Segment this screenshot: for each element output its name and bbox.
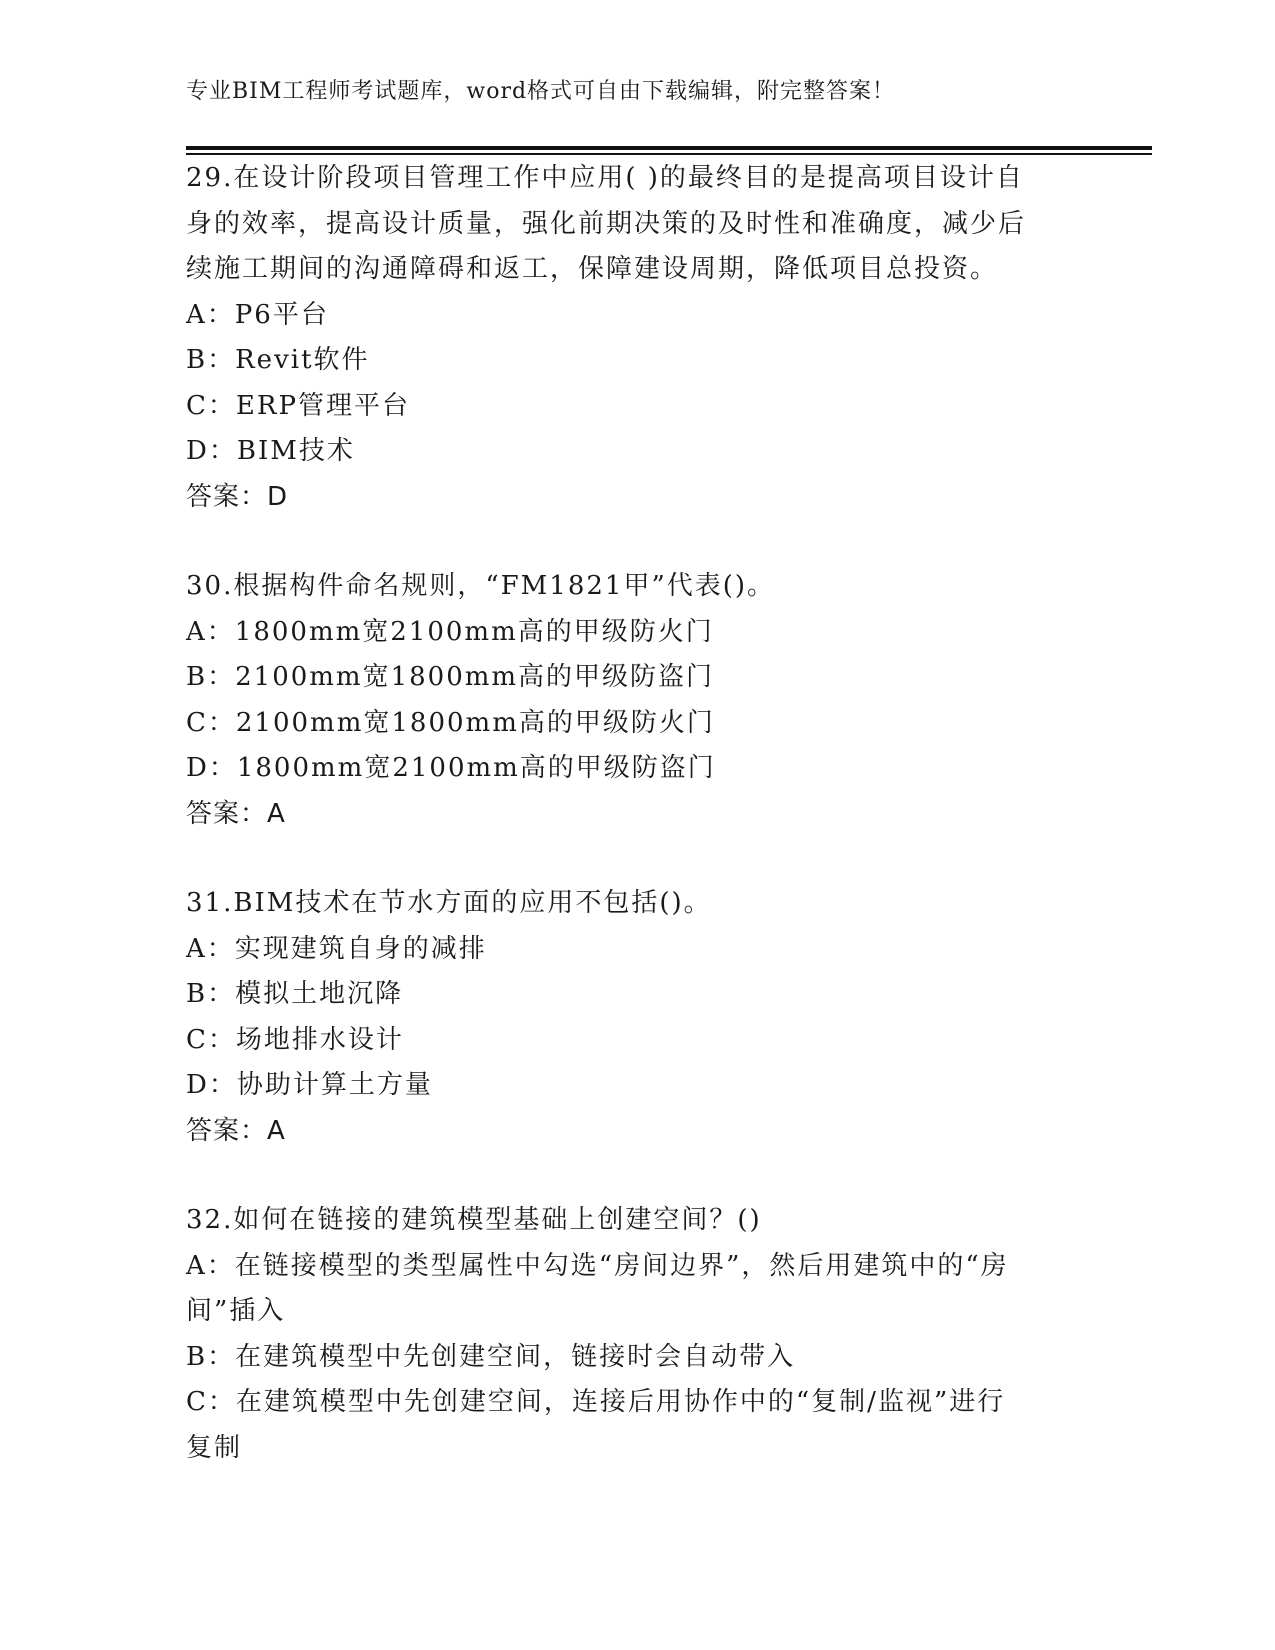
- option-b: B：模拟土地沉降: [186, 979, 404, 1009]
- question-stem-line: 31.BIM技术在节水方面的应用不包括()。: [186, 888, 712, 918]
- option-c: C：场地排水设计: [186, 1024, 404, 1055]
- option-c: C：在建筑模型中先创建空间，连接后用协作中的“复制/监视”进行: [186, 1387, 1006, 1417]
- option-b: B：在建筑模型中先创建空间，链接时会自动带入: [186, 1341, 796, 1372]
- option-a: A：1800mm宽2100mm高的甲级防火门: [186, 616, 714, 647]
- header-rule-thin: [186, 153, 1152, 155]
- option-b: B：Revit软件: [186, 345, 370, 375]
- answer-label: 答案：A: [186, 1115, 286, 1146]
- answer-label: 答案：D: [186, 481, 289, 512]
- option-b: B：2100mm宽1800mm高的甲级防盗门: [186, 662, 715, 692]
- question-stem-line: 身的效率，提高设计质量，强化前期决策的及时性和准确度，减少后: [186, 208, 1027, 239]
- question-list: [186, 156, 1086, 1471]
- page-header: 专业BIM工程师考试题库，word格式可自由下载编辑，附完整答案！: [186, 79, 896, 104]
- option-c: C：2100mm宽1800mm高的甲级防火门: [186, 707, 715, 738]
- header-rule-thick: [186, 146, 1152, 150]
- question-block: [186, 564, 1086, 837]
- question-block: [186, 1198, 1086, 1471]
- option-c-continued: 复制: [186, 1432, 243, 1463]
- option-d: D：协助计算土方量: [186, 1070, 433, 1100]
- option-a-continued: 间”插入: [186, 1296, 286, 1326]
- question-block: [186, 156, 1086, 520]
- question-stem-line: 续施工期间的沟通障碍和返工，保障建设周期，降低项目总投资。: [186, 254, 999, 284]
- answer-label: 答案：A: [186, 798, 286, 829]
- option-c: C：ERP管理平台: [186, 390, 410, 421]
- question-block: [186, 881, 1086, 1154]
- option-d: D：BIM技术: [186, 436, 355, 466]
- option-a: A：在链接模型的类型属性中勾选“房间边界”，然后用建筑中的“房: [186, 1250, 1009, 1281]
- option-d: D：1800mm宽2100mm高的甲级防盗门: [186, 753, 716, 783]
- question-stem-line: 32.如何在链接的建筑模型基础上创建空间？(): [186, 1205, 762, 1235]
- option-a: A：P6平台: [186, 299, 329, 330]
- question-stem-line: 30.根据构件命名规则，“FM1821甲”代表()。: [186, 571, 776, 601]
- question-stem-line: 29.在设计阶段项目管理工作中应用( )的最终目的是提高项目设计自: [186, 163, 1024, 193]
- option-a: A：实现建筑自身的减排: [186, 933, 487, 964]
